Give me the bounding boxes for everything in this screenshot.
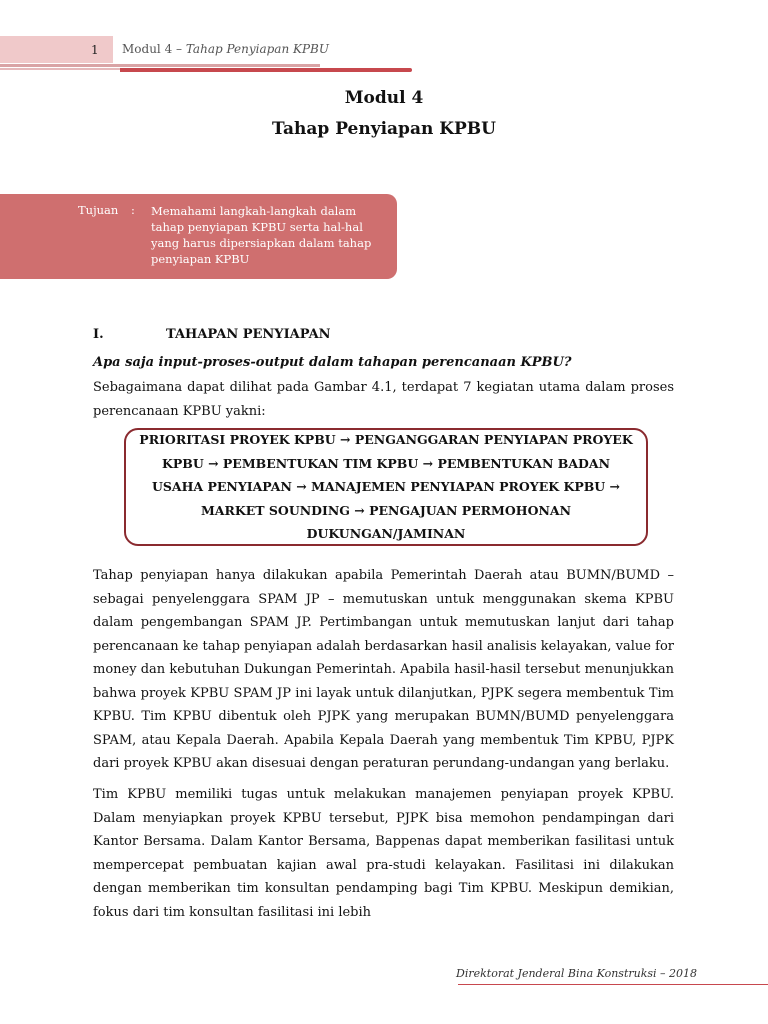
body-paragraph-2: Tim KPBU memiliki tugas untuk melakukan manajemen penyiapan proyek KPBU. Dalam menyiapkan proyek KPBU tersebut, PJPK bisa memohon pendampingan dari Kantor Bersama. Dalam Kantor Bersama, Bappenas dapat memberikan fasilitasi untuk mempercepat pembuatan kajian awal pra-studi kelayakan. Fasilitasi ini dilakukan dengan memberikan tim konsultan pendamping bagi Tim KPBU. Meskipun demikian, fokus dari tim konsultan fasilitasi ini lebih: [93, 787, 674, 920]
process-flow-text: PRIORITASI PROYEK KPBU → PENGANGGARAN PENYIAPAN PROYEK KPBU → PEMBENTUKAN TIM KPBU → PEMBENTUKAN BADAN USAHA PENYIAPAN → MANAJEMEN PENYIAPAN PROYEK KPBU → MARKET SOUNDING → PENGAJUAN PERMOHONAN DUKUNGAN/JAMINAN: [139, 432, 633, 542]
goal-text: Memahami langkah-langkah dalam tahap penyiapan KPBU serta hal-hal yang harus dipersiapkan dalam tahap penyiapan KPBU: [151, 204, 372, 266]
module-subtitle: Tahap Penyiapan KPBU: [271, 119, 496, 139]
running-header-subtitle: Tahap Penyiapan KPBU: [185, 42, 329, 56]
section-number: I.: [93, 327, 104, 342]
running-header-prefix: Modul 4 –: [122, 42, 183, 56]
header-rule-accent: [120, 68, 412, 72]
footer-text: Direktorat Jenderal Bina Konstruksi – 2018: [456, 967, 698, 980]
process-flow-box: [124, 428, 648, 546]
running-header: [122, 42, 329, 56]
intro-paragraph: Sebagaimana dapat dilihat pada Gambar 4.1, terdapat 7 kegiatan utama dalam proses perencanaan KPBU yakni:: [93, 380, 674, 419]
goal-label: Tujuan: [78, 203, 119, 217]
header-rule-top: [0, 64, 320, 67]
footer-rule: [458, 984, 768, 985]
header-rule-left: [0, 68, 120, 70]
section-question: Apa saja input-proses-output dalam tahapan perencanaan KPBU?: [93, 355, 572, 370]
module-title: Modul 4: [344, 88, 424, 108]
body-paragraph-1: Tahap penyiapan hanya dilakukan apabila Pemerintah Daerah atau BUMN/BUMD – sebagai penyelenggara SPAM JP – memutuskan untuk menggunakan skema KPBU dalam pengembangan SPAM JP. Pertimbangan untuk memutuskan lanjut dari tahap perencanaan ke tahap penyiapan adalah berdasarkan hasil analisis kelayakan, value for money dan kebutuhan Dukungan Pemerintah. Apabila hasil-hasil tersebut menunjukkan bahwa proyek KPBU SPAM JP ini layak untuk dilanjutkan, PJPK segera membentuk Tim KPBU. Tim KPBU dibentuk oleh PJPK yang merupakan BUMN/BUMD penyelenggara SPAM, atau Kepala Daerah. Apabila Kepala Daerah yang membentuk Tim KPBU, PJPK dari proyek KPBU akan disesuai dengan peraturan perundang-undangan yang berlaku.: [93, 568, 674, 771]
page-number: 1: [91, 43, 99, 57]
section-title: TAHAPAN PENYIAPAN: [166, 327, 331, 342]
goal-colon: :: [131, 203, 135, 217]
goal-box: [0, 194, 397, 279]
